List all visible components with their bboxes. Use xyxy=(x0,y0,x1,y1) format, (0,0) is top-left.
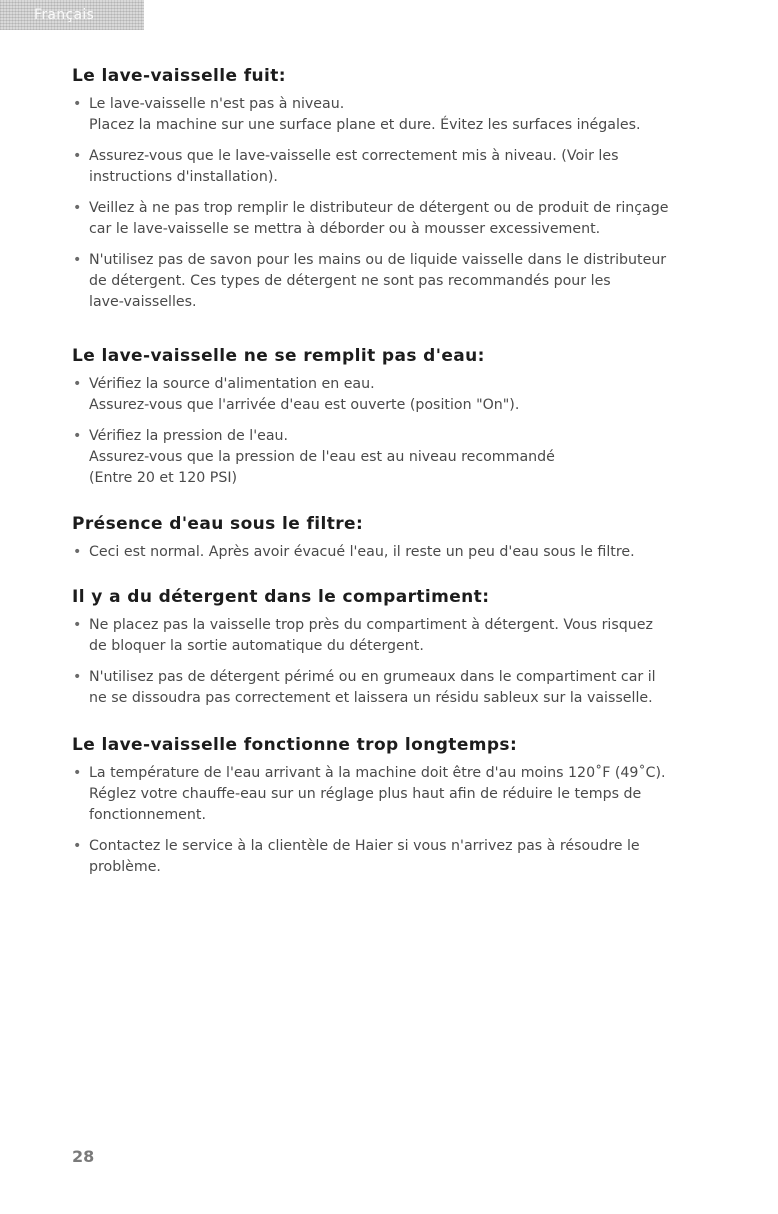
item-line: • Le lave-vaisselle n'est pas à niveau. xyxy=(89,96,345,112)
list-item xyxy=(72,198,722,240)
section-title: Le lave-vaisselle ne se remplit pas d'eau: xyxy=(72,346,485,366)
section-water-under-filter xyxy=(72,514,722,563)
item-line: • Assurez-vous que le lave-vaisselle est correctement mis à niveau. (Voir les xyxy=(89,148,619,164)
section-title: Le lave-vaisselle fonctionne trop longtemps: xyxy=(72,735,518,755)
list-item xyxy=(72,836,722,878)
section-runs-too-long xyxy=(72,735,722,878)
bullet-list xyxy=(72,542,722,563)
item-line: lave-vaisselles. xyxy=(89,294,197,310)
section-title: Il y a du détergent dans le compartiment: xyxy=(72,587,490,607)
list-item xyxy=(72,615,722,657)
section-leaking xyxy=(72,66,722,313)
list-item xyxy=(72,250,722,313)
section-no-water xyxy=(72,346,722,489)
item-line: car le lave-vaisselle se mettra à déborder ou à mousser excessivement. xyxy=(89,221,601,237)
bullet-list xyxy=(72,374,722,489)
item-line: • N'utilisez pas de détergent périmé ou en grumeaux dans le compartiment car il xyxy=(89,669,656,685)
section-title: Présence d'eau sous le filtre: xyxy=(72,514,364,534)
bullet-list xyxy=(72,763,722,878)
item-line: problème. xyxy=(89,859,161,875)
item-line: • N'utilisez pas de savon pour les mains ou de liquide vaisselle dans le distributeur xyxy=(89,252,667,268)
item-line: Assurez-vous que la pression de l'eau est au niveau recommandé xyxy=(89,449,555,465)
list-item xyxy=(72,542,722,563)
item-line: (Entre 20 et 120 PSI) xyxy=(89,470,238,486)
item-line: Réglez votre chauffe-eau sur un réglage plus haut afin de réduire le temps de xyxy=(89,786,642,802)
list-item xyxy=(72,94,722,136)
section-detergent-left xyxy=(72,587,722,709)
item-line: • Ne placez pas la vaisselle trop près du compartiment à détergent. Vous risquez xyxy=(89,617,653,633)
section-title: Le lave-vaisselle fuit: xyxy=(72,66,286,86)
item-line: • Vérifiez la source d'alimentation en eau. xyxy=(89,376,375,392)
list-item xyxy=(72,667,722,709)
item-line: Assurez-vous que l'arrivée d'eau est ouverte (position "On"). xyxy=(89,397,520,413)
item-line: • Vérifiez la pression de l'eau. xyxy=(89,428,289,444)
page-number: 28 xyxy=(72,1147,95,1166)
item-line: de détergent. Ces types de détergent ne sont pas recommandés pour les xyxy=(89,273,611,289)
item-line: fonctionnement. xyxy=(89,807,206,823)
item-line: instructions d'installation). xyxy=(89,169,278,185)
list-item xyxy=(72,426,722,489)
item-line: Placez la machine sur une surface plane et dure. Évitez les surfaces inégales. xyxy=(89,117,641,133)
item-line: • Contactez le service à la clientèle de Haier si vous n'arrivez pas à résoudre le xyxy=(89,838,640,854)
item-line: • Ceci est normal. Après avoir évacué l'eau, il reste un peu d'eau sous le filtre. xyxy=(89,544,635,560)
language-tab: Français xyxy=(0,0,144,30)
list-item xyxy=(72,146,722,188)
item-line: ne se dissoudra pas correctement et laissera un résidu sableux sur la vaisselle. xyxy=(89,690,653,706)
item-line: • La température de l'eau arrivant à la machine doit être d'au moins 120˚F (49˚C). xyxy=(89,765,666,781)
item-line: de bloquer la sortie automatique du détergent. xyxy=(89,638,424,654)
list-item xyxy=(72,763,722,826)
item-line: • Veillez à ne pas trop remplir le distributeur de détergent ou de produit de rinçage xyxy=(89,200,669,216)
bullet-list xyxy=(72,94,722,313)
list-item xyxy=(72,374,722,416)
troubleshooting-content xyxy=(72,66,722,888)
bullet-list xyxy=(72,615,722,709)
